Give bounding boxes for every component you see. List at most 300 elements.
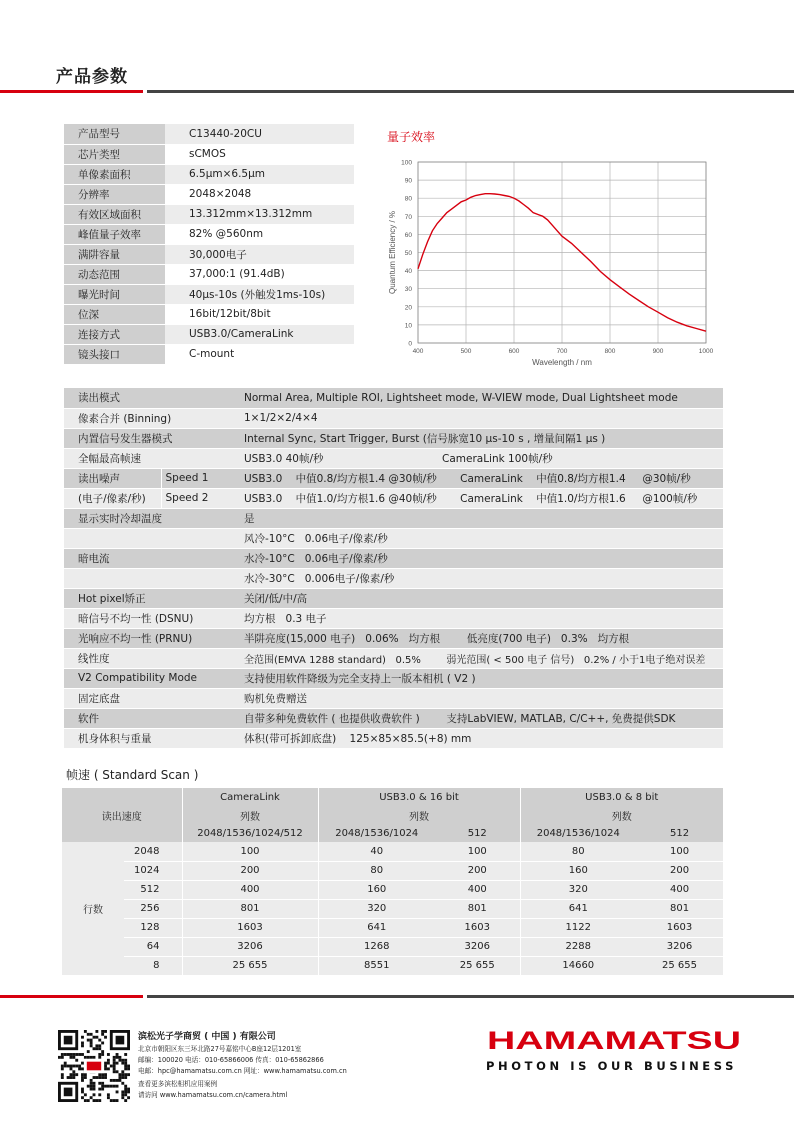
qr-module (104, 1062, 107, 1065)
frame-rate-cell: 801 (636, 899, 723, 918)
speed-label: Speed 1 (161, 468, 236, 488)
qr-module (116, 1090, 119, 1093)
frame-rate-cell: 3206 (182, 937, 318, 956)
qr-module (84, 1056, 87, 1059)
x-tick-label: 700 (556, 348, 568, 355)
qe-chart (380, 150, 720, 372)
qr-module (61, 1073, 64, 1076)
qr-module (110, 1099, 113, 1102)
spec-value: 是 (236, 508, 723, 528)
frame-rate-cell: 160 (318, 880, 435, 899)
group-sub: 列数 (182, 806, 318, 824)
qr-module (101, 1082, 104, 1085)
frame-rate-cell: 100 (636, 842, 723, 861)
spec-value: 半阱亮度(15,000 电子) 0.06% 均方根 低亮度(700 电子) 0.3% 均方根 (236, 628, 723, 648)
frame-rate-cell: 14660 (520, 956, 636, 975)
qr-module (81, 1062, 84, 1065)
spec-value: 水冷-10°C 0.06电子/像素/秒 (236, 548, 723, 568)
company-address: 北京市朝阳区东三环北路27号嘉铭中心B座12层1201室 (138, 1045, 302, 1053)
spec-label: Hot pixel矫正 (64, 588, 236, 608)
spec-label: 光响应不均一性 (PRNU) (64, 628, 236, 648)
qr-module (93, 1076, 96, 1079)
qr-module (81, 1053, 84, 1056)
qr-module (127, 1067, 130, 1070)
group-sub: 列数 (318, 806, 520, 824)
spec-label: 软件 (64, 708, 236, 728)
spec-row (64, 344, 354, 364)
table-row (62, 899, 723, 918)
qr-module (93, 1093, 96, 1096)
spec-row (64, 124, 354, 144)
spec-value: USB3.0/CameraLink (165, 324, 354, 344)
qr-module (93, 1056, 96, 1059)
spec-row-readout-mode (64, 388, 723, 408)
frame-rate-cell: 8551 (318, 956, 435, 975)
qr-module (124, 1085, 127, 1088)
qr-module (113, 1070, 116, 1073)
qr-module (116, 1053, 119, 1056)
qr-module (64, 1036, 73, 1045)
qr-module (95, 1036, 98, 1039)
qr-module (104, 1073, 107, 1076)
qr-module (116, 1085, 119, 1088)
spec-row-dsnu (64, 608, 723, 628)
spec-row-read-noise-1 (64, 468, 723, 488)
qr-module (104, 1067, 107, 1070)
qr-module (127, 1073, 130, 1076)
qr-module (81, 1073, 84, 1076)
frame-rate-cell: 400 (182, 880, 318, 899)
qr-module (101, 1042, 104, 1045)
qr-module (107, 1067, 110, 1070)
spec-row-v2 (64, 668, 723, 688)
qr-module (98, 1047, 101, 1050)
qr-module (98, 1056, 101, 1059)
qr-module (101, 1050, 104, 1053)
spec-label: 暗电流 (64, 548, 236, 568)
row-count: 64 (124, 937, 182, 956)
brand-tagline: PHOTON IS OUR BUSINESS (486, 1059, 738, 1073)
frame-rate-title: 帧速 ( Standard Scan ) (66, 768, 199, 782)
qr-module (104, 1065, 107, 1068)
company-name: 滨松光子学商贸 ( 中国 ) 有限公司 (138, 1032, 276, 1042)
y-tick-label: 60 (404, 231, 412, 239)
table-row (62, 842, 723, 861)
spec-value: 购机免费赠送 (236, 688, 723, 708)
qr-module (81, 1096, 84, 1099)
frame-rate-cell: 25 655 (182, 956, 318, 975)
hamamatsu-logo (486, 1030, 742, 1050)
qr-module (61, 1053, 64, 1056)
qr-module (61, 1056, 64, 1059)
qr-module (124, 1065, 127, 1068)
spec-row (64, 184, 354, 204)
spec-value: USB3.0 中值0.8/均方根1.4 @30帧/秒 CameraLink 中值0.8/均方根1.4 @30帧/秒 (236, 468, 723, 488)
spec-row (64, 304, 354, 324)
qr-module (98, 1053, 101, 1056)
qr-module (116, 1036, 125, 1045)
spec-value: 均方根 0.3 电子 (236, 608, 723, 628)
qr-module (58, 1056, 61, 1059)
table-row (62, 937, 723, 956)
spec-row (64, 204, 354, 224)
qr-module (84, 1099, 87, 1102)
frame-rate-cell: 40 (318, 842, 435, 861)
qr-module (75, 1073, 78, 1076)
qr-module (70, 1056, 73, 1059)
y-tick-label: 90 (404, 177, 412, 185)
qr-module (104, 1030, 107, 1033)
qr-module (81, 1036, 84, 1039)
qr-module (93, 1099, 96, 1102)
qr-module (72, 1065, 75, 1068)
frame-rate-cell: 400 (435, 880, 520, 899)
page-title: 产品参数 (56, 67, 128, 87)
spec-value: Normal Area, Multiple ROI, Lightsheet mode, W-VIEW mode, Dual Lightsheet mode (236, 388, 723, 408)
qr-module (70, 1053, 73, 1056)
readout-speed-header: 读出速度 (62, 788, 182, 842)
spec-label: 机身体积与重量 (64, 728, 236, 748)
spec-value: 37,000:1 (91.4dB) (165, 264, 354, 284)
qr-module (127, 1090, 130, 1093)
qr-module (93, 1047, 96, 1050)
spec-label: 曝光时间 (64, 284, 165, 304)
qr-module (113, 1056, 116, 1059)
spec-row (64, 284, 354, 304)
frame-rate-cell: 641 (520, 899, 636, 918)
frame-rate-cell: 1603 (636, 918, 723, 937)
col-header: 2048/1536/1024 (520, 824, 636, 842)
full-frame-usb: USB3.0 40帧/秒 (244, 452, 324, 465)
row-count: 8 (124, 956, 182, 975)
group-sub: 列数 (520, 806, 723, 824)
qr-module (90, 1039, 93, 1042)
spec-label: 满阱容量 (64, 244, 165, 264)
qr-module (90, 1042, 93, 1045)
spec-value: 2048×2048 (165, 184, 354, 204)
qr-module (64, 1088, 73, 1097)
frame-rate-cell: 200 (636, 861, 723, 880)
qr-module (101, 1053, 104, 1056)
qr-module (107, 1062, 110, 1065)
qr-module (90, 1079, 93, 1082)
qr-module (84, 1093, 87, 1096)
qr-module (93, 1088, 96, 1091)
qr-module (121, 1062, 124, 1065)
y-axis-label: Quantum Efficiency / % (388, 211, 397, 294)
qr-module (61, 1076, 64, 1079)
spec-label: 读出噪声 (64, 468, 161, 488)
frame-rate-cell: 100 (182, 842, 318, 861)
spec-row (64, 264, 354, 284)
qr-module (116, 1099, 119, 1102)
y-tick-label: 70 (404, 213, 412, 221)
spec-label: 有效区域面积 (64, 204, 165, 224)
row-count: 128 (124, 918, 182, 937)
qr-module (118, 1056, 121, 1059)
spec-value: 关闭/低/中/高 (236, 588, 723, 608)
qr-module (116, 1070, 119, 1073)
qr-module (87, 1056, 90, 1059)
qr-module (98, 1093, 101, 1096)
qr-module (90, 1033, 93, 1036)
qr-module (70, 1065, 73, 1068)
spec-label: 内置信号发生器模式 (64, 428, 236, 448)
y-tick-label: 40 (404, 268, 412, 276)
qr-module (121, 1096, 124, 1099)
y-tick-label: 80 (404, 195, 412, 203)
x-tick-label: 400 (412, 348, 424, 355)
spec-label: 峰值量子效率 (64, 224, 165, 244)
company-contact: 邮编：100020 电话：010-65866006 传真：010-65862866 (138, 1056, 324, 1064)
row-count: 256 (124, 899, 182, 918)
qr-module (81, 1088, 84, 1091)
qr-module (124, 1076, 127, 1079)
spec-label: 读出模式 (64, 388, 236, 408)
qr-module (70, 1067, 73, 1070)
qr-module (107, 1093, 110, 1096)
frame-rate-cell: 1268 (318, 937, 435, 956)
qr-module (81, 1076, 84, 1079)
spec-label: 产品型号 (64, 124, 165, 144)
qr-module (124, 1088, 127, 1091)
qr-module (104, 1076, 107, 1079)
qr-module (95, 1044, 98, 1047)
spec-row-trigger (64, 428, 723, 448)
spec-row (64, 324, 354, 344)
y-tick-label: 100 (401, 159, 412, 167)
qr-module (78, 1067, 81, 1070)
spec-label: V2 Compatibility Mode (64, 668, 236, 688)
x-tick-label: 1000 (698, 348, 714, 355)
qr-module (113, 1099, 116, 1102)
frame-rate-cell: 1603 (182, 918, 318, 937)
spec-value: 13.312mm×13.312mm (165, 204, 354, 224)
y-tick-label: 10 (404, 322, 412, 330)
frame-rate-cell: 200 (435, 861, 520, 880)
frame-rate-cell: 100 (435, 842, 520, 861)
qr-module (121, 1073, 124, 1076)
qr-module (121, 1082, 124, 1085)
spec-row-read-noise-2 (64, 488, 723, 508)
qr-module (93, 1036, 96, 1039)
frame-rate-cell: 160 (520, 861, 636, 880)
qr-module (61, 1065, 64, 1068)
spec-row-prnu (64, 628, 723, 648)
qr-module (98, 1099, 101, 1102)
y-tick-label: 50 (404, 250, 412, 257)
qr-module (98, 1088, 101, 1091)
spec-row-binning (64, 408, 723, 428)
qr-module (78, 1065, 81, 1068)
frame-rate-cell: 320 (520, 880, 636, 899)
footer-rule-gray (147, 995, 794, 998)
qr-module (118, 1079, 121, 1082)
qr-module (90, 1082, 93, 1085)
qr-module (90, 1044, 93, 1047)
col-header: 2048/1536/1024 (318, 824, 435, 842)
qr-module (113, 1059, 116, 1062)
qr-module (124, 1059, 127, 1062)
qr-module (104, 1085, 107, 1088)
qr-module (116, 1056, 119, 1059)
chart-title: 量子效率 (387, 130, 436, 144)
logo-text: HAMAMATSU (487, 1030, 741, 1050)
spec-label: 线性度 (64, 648, 236, 668)
qr-module (121, 1059, 124, 1062)
qr-module (81, 1042, 84, 1045)
qr-module (81, 1067, 84, 1070)
frame-rate-cell: 80 (520, 842, 636, 861)
frame-rate-cell: 1603 (435, 918, 520, 937)
qr-module (118, 1059, 121, 1062)
spec-value: C13440-20CU (165, 124, 354, 144)
spec-row-hot-pixel (64, 588, 723, 608)
table-row (62, 880, 723, 899)
qr-module (64, 1053, 67, 1056)
spec-value (236, 448, 723, 468)
spec-value: 风冷-10°C 0.06电子/像素/秒 (236, 528, 723, 548)
qr-module (118, 1073, 121, 1076)
qr-module (75, 1065, 78, 1068)
spec-label: 位深 (64, 304, 165, 324)
spec-row (64, 224, 354, 244)
qr-module (113, 1065, 116, 1068)
speed-label: Speed 2 (161, 488, 236, 508)
qr-module (116, 1062, 119, 1065)
qr-module (124, 1099, 127, 1102)
spec-label: 全幅最高帧速 (64, 448, 236, 468)
full-frame-cl: CameraLink 100帧/秒 (442, 452, 553, 465)
frame-rate-cell: 200 (182, 861, 318, 880)
qr-module (93, 1085, 96, 1088)
qr-module (61, 1067, 64, 1070)
frame-rate-cell: 1122 (520, 918, 636, 937)
qr-module (113, 1079, 116, 1082)
qr-module (72, 1056, 75, 1059)
qr-module (98, 1073, 101, 1076)
qr-module (110, 1085, 113, 1088)
qr-module (121, 1090, 124, 1093)
spec-row-full-frame (64, 448, 723, 468)
qr-module (101, 1073, 104, 1076)
qr-module (124, 1093, 127, 1096)
qr-module (121, 1076, 124, 1079)
y-tick-label: 20 (404, 304, 412, 312)
qr-module (95, 1030, 98, 1033)
qr-module (81, 1090, 84, 1093)
qr-module (70, 1073, 73, 1076)
x-tick-label: 500 (460, 348, 472, 355)
spec-row-dark-1 (64, 528, 723, 548)
spec-row-dark-2 (64, 548, 723, 568)
qr-module (101, 1085, 104, 1088)
col-header: 512 (435, 824, 520, 842)
qr-module (127, 1088, 130, 1091)
frame-rate-table (62, 788, 723, 976)
qr-module (84, 1030, 87, 1033)
qr-module (107, 1096, 110, 1099)
x-tick-label: 600 (508, 348, 520, 355)
qr-module (95, 1099, 98, 1102)
qr-module (78, 1053, 81, 1056)
frame-rate-cell: 80 (318, 861, 435, 880)
qr-module (124, 1053, 127, 1056)
col-header: 2048/1536/1024/512 (182, 824, 318, 842)
spec-label: 分辨率 (64, 184, 165, 204)
qr-module (121, 1093, 124, 1096)
spec-value: sCMOS (165, 144, 354, 164)
qr-module (121, 1070, 124, 1073)
frame-rate-cell: 25 655 (636, 956, 723, 975)
spec-value: 82% @560nm (165, 224, 354, 244)
qr-module (87, 1085, 90, 1088)
qr-module (101, 1033, 104, 1036)
spec-value: 体积(带可拆卸底盘) 125×85×85.5(+8) mm (236, 728, 723, 748)
rows-label: 行数 (62, 842, 124, 975)
qr-module (124, 1067, 127, 1070)
spec-value: USB3.0 中值1.0/均方根1.6 @40帧/秒 CameraLink 中值1.0/均方根1.6 @100帧/秒 (236, 488, 723, 508)
qr-module (124, 1073, 127, 1076)
spec-label: 连接方式 (64, 324, 165, 344)
qr-module (110, 1065, 113, 1068)
spec-label: 固定底盘 (64, 688, 236, 708)
table-row (62, 918, 723, 937)
spec-value: 全范围(EMVA 1288 standard) 0.5% 弱光范围( < 500 电子 信号) 0.2% / 小于1电子绝对误差 (236, 648, 723, 668)
qr-module (110, 1079, 113, 1082)
spec-label: 芯片类型 (64, 144, 165, 164)
x-tick-label: 900 (652, 348, 664, 355)
spec-label: 显示实时冷却温度 (64, 508, 236, 528)
qr-module (101, 1030, 104, 1033)
qr-module (87, 1062, 101, 1071)
x-axis-label: Wavelength / nm (532, 358, 592, 367)
row-count: 2048 (124, 842, 182, 861)
frame-rate-cell: 400 (636, 880, 723, 899)
more-cases: 查看更多滨松相机应用案例 (138, 1080, 218, 1088)
qr-module (90, 1096, 93, 1099)
footer-rule-red (0, 995, 143, 998)
qr-module (118, 1076, 121, 1079)
qr-module (84, 1073, 87, 1076)
group-header: USB3.0 & 8 bit (520, 788, 723, 806)
qr-module (127, 1096, 130, 1099)
qr-module (113, 1062, 116, 1065)
qr-module (75, 1059, 78, 1062)
qr-module (64, 1065, 67, 1068)
qr-module (95, 1047, 98, 1050)
qr-module (98, 1076, 101, 1079)
header-rule-gray (147, 90, 794, 93)
spec-row-temp (64, 508, 723, 528)
qr-module (116, 1079, 119, 1082)
spec-row (64, 244, 354, 264)
spec-value: 1×1/2×2/4×4 (236, 408, 723, 428)
spec-value: 自带多种免费软件 ( 也提供收费软件 ) 支持LabVIEW, MATLAB, C/C++, 免费提供SDK (236, 708, 723, 728)
qr-module (107, 1085, 110, 1088)
visit-link[interactable]: 请访问 www.hamamatsu.com.cn/camera.html (138, 1091, 288, 1099)
qr-module (87, 1033, 90, 1036)
spec-value: 6.5μm×6.5μm (165, 164, 354, 184)
qr-module (87, 1050, 90, 1053)
spec-label: 像素合并 (Binning) (64, 408, 236, 428)
qr-module (70, 1076, 73, 1079)
qr-module (101, 1076, 104, 1079)
qr-module (81, 1079, 84, 1082)
y-tick-label: 0 (408, 340, 412, 348)
frame-rate-cell: 801 (182, 899, 318, 918)
spec-value: Internal Sync, Start Trigger, Burst (信号脉宽10 μs-10 s , 增量间隔1 μs ) (236, 428, 723, 448)
